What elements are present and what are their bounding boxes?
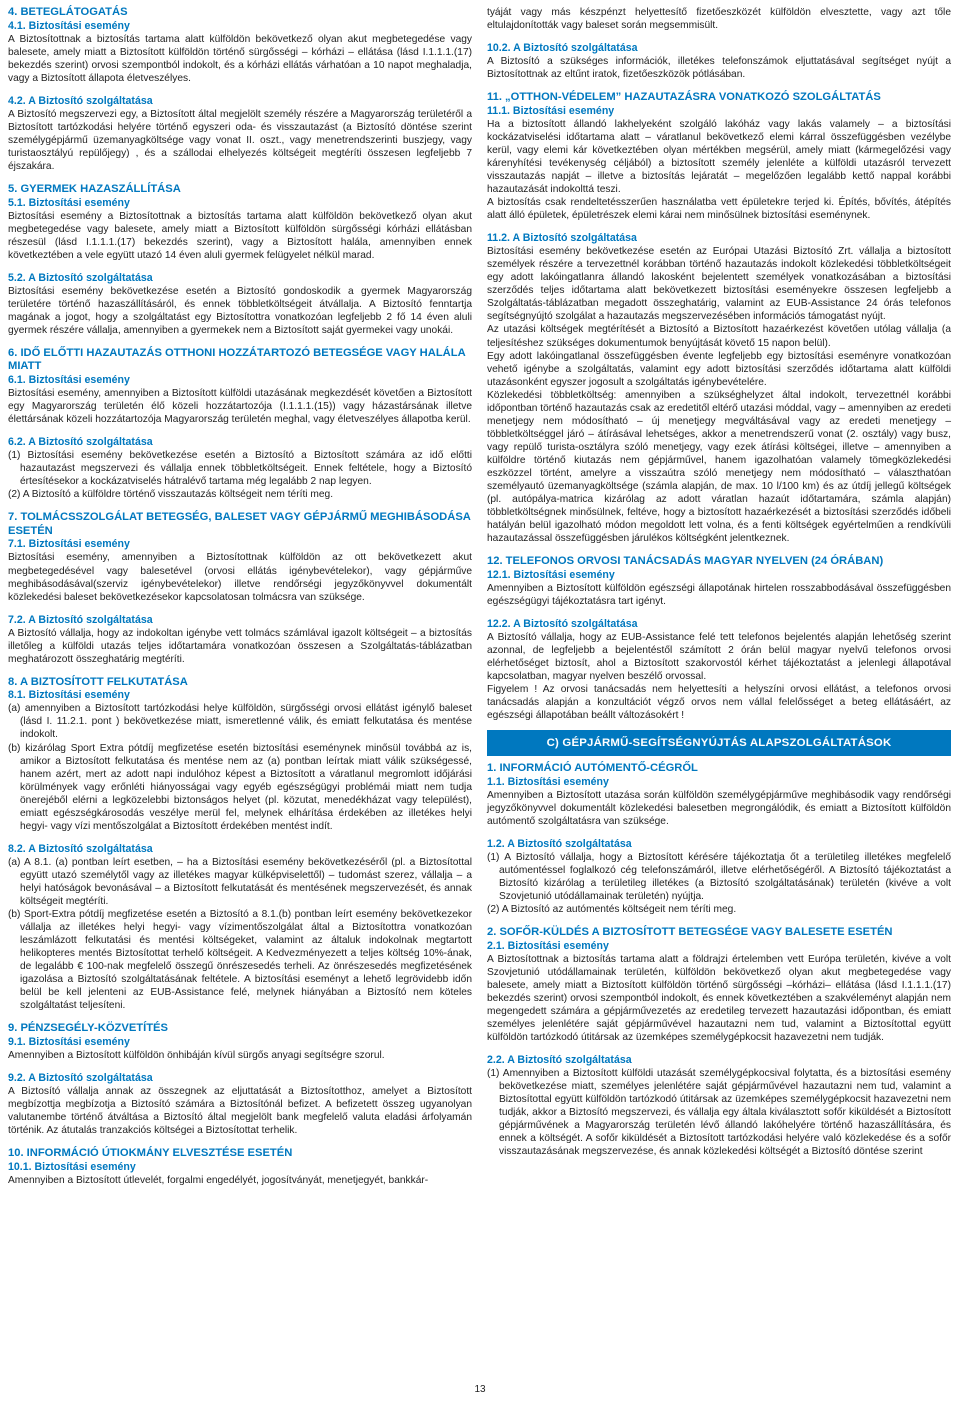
section-gap <box>487 1044 951 1054</box>
section-gap <box>8 85 472 95</box>
section-gap <box>8 666 472 676</box>
body-paragraph: Biztosítási esemény bekövetkezése esetén a Biztosító gondoskodik a gyermek Magyarország területére történő hazaszállításáról, és ennek többletköltségeit átvállalja. A Biztosító fenntartja magának a jogot, hogy a szolgáltatást egy Biztosítottra vonatkozóan legfeljebb 2 fő 14 éven aluli gyermek részére vállalja, amennyiben a gyermekek nem a Biztosított saját gyermekei vagy unokái. <box>8 285 472 336</box>
subsection-heading: 10.1. Biztosítási esemény <box>8 1160 136 1173</box>
body-paragraph: tyáját vagy más készpénzt helyettesítő fizetőeszközét külföldön elvesztette, vagy azt tőle eltulajdonították vagy baleset során megsemmisült. <box>487 7 951 32</box>
section-gap <box>8 1137 472 1147</box>
body-paragraph: Közlekedési többletköltség: amennyiben a szükséghelyzet által indokolt, tervezettnél korábbi időpontban történő hazautazás csak az eredetitől eltérő utazási móddal, vagy – amennyiben az eredeti menetjegy nem módosítható – új menetjegy megváltásával vagy az eredeti menetjegy – többletköltséggel járó – átírásával lehetséges, akkor a menetrendszerű vonat (2. osztály) vagy busz, vagy repülő turista-osztályra szóló menetjegy, vagy ezek átírási költségei, illetve – amennyiben a külföldre történő kiutazás nem gépjárművel, hanem igazolhatóan valamely tömegközlekedési eszközzel történt, amelyre a visszaútra szóló menetjegy nem módosítható – választhatóan személyautó üzemanyagköltsége (számla alapján, de max. 10 l/100 km) és az útdíj jellegű költségek (pl. autópálya-matrica kizárólag az adott váratlan hazaút időtartamára, számla alapján) többletköltségnek minősülnek, feltéve, hogy a biztosított hazaérkezését a biztosítási szerződés időbeli hatályán belül igazolható módon megoldott lett volna, és a fenti költségek egyértelműen a rendkívüli hazautazással összefüggésben járulékos költségként jelentkeznek. <box>487 389 951 545</box>
body-paragraph: (a) amennyiben a Biztosított tartózkodási helye külföldön, sürgősségi orvosi ellátást igénylő baleset (lásd I. 11.2.1. pont ) bekövetkezése miatt, ismeretlenné válik, és emiatt felkutatása és mentése indokolt. <box>8 703 472 741</box>
body-paragraph: Biztosítási esemény bekövetkezése esetén az Európai Utazási Biztosító Zrt. vállalja a biztosított személyek részére a tervezettnél korábban történő hazautazás indokolt közlekedési többletköltségeit egy adott lakóingatlanra állandó lakosként bejelentett személyek vonatkozásában a biztosítási szerződés teljes időtartama alatt bekövetkezett biztosítási eseményekre összesen legfeljebb a Szolgáltatás-táblázatban megadott összeghatárig, valamint az EUB-Assistance 24 órás telefonos segítségnyújtó szolgálat a hazautazás megszervezésében információs támogatást nyújt. <box>487 246 951 323</box>
section-gap <box>487 608 951 618</box>
section-heading: 1. INFORMÁCIÓ AUTÓMENTŐ-CÉGRŐL <box>487 762 698 775</box>
section-gap <box>487 222 951 232</box>
section-gap <box>8 262 472 272</box>
subsection-heading: 6.2. A Biztosító szolgáltatása <box>8 436 153 449</box>
body-paragraph: Az utazási költségek megtérítését a Biztosító a Biztosított hazaérkezést követően utólag vállalja (a teljesítéshez szükséges dokumentumok benyújtását követő 15 napon belül). <box>487 324 951 349</box>
subsection-heading: 5.1. Biztosítási esemény <box>8 196 130 209</box>
body-paragraph: (2) A Biztosító az autómentés költségeit nem téríti meg. <box>487 904 737 916</box>
body-paragraph: A Biztosító a szükséges információk, illetékes telefonszámok eljuttatásával segítséget nyújt a Biztosítottnak az eltűnt iratok, fizetőeszközök pótlásában. <box>487 56 951 81</box>
body-paragraph: Amennyiben a Biztosított külföldön egészségi állapotának hirtelen rosszabbodásával összefüggésben egészségügyi tájékoztatásra tart igényt. <box>487 582 951 607</box>
section-gap <box>487 32 951 42</box>
body-paragraph: A biztosítás csak rendeltetésszerűen használatba vett épületekre terjed ki. Építés, bővítés, átépítés alatt álló épületek, épületrészek elemi kárai nem minősülnek biztosítási eseménynek. <box>487 197 951 222</box>
body-paragraph: (b) Sport-Extra pótdíj megfizetése esetén a Biztosító a 8.1.(b) pontban leírt esemény bekövetkezekor vállalja az illetékes helyi hegyi- vagy vízimentőszolgálat által a Biztosítottra vonatkozóan leszámlázott felkutatási és mentési költségeket, valamint az általuk indokolnak megtartott helikopteres mentés Biztosítottat terhelő költségeit. A Kedvezményezett a teljes költség 10%-ának, de legalább € 100-nak megfelelő összegű önrészesedés terheli. Az önrészesedés megfizetésének igazolása a Biztosító szolgáltatásának feltétele. A biztosítási eseményt a lehető legrövidebb időn belül be kell jelenteni az EUB-Assistance felé, melynek hiányában a Biztosító nem köteles szolgáltatást teljesíteni. <box>8 909 472 1012</box>
section-gap <box>8 501 472 511</box>
subsection-heading: 1.1. Biztosítási esemény <box>487 775 609 788</box>
subsection-heading: 5.2. A Biztosító szolgáltatása <box>8 271 153 284</box>
body-paragraph: (1) Amennyiben a Biztosított külföldi utazását személygépkocsival folytatta, és a biztosítási esemény bekövetkezése miatt, személyes jelenlétére saját gépjárművével hazautazni nem tud, valamint a Biztosítottal együtt külföldön tartózkodó útitársak az üzemképes személygépkocsit hazavezetni nem tudják, akkor a Biztosító megszervezi, és vállalja egy általa kiválasztott sofőr kiküldését a Biztosított gépjárművének a Magyarország területén lévő állandó lakóhelyére történő hazaszállítására, és ennek a költségét. A sofőr kiküldését a Biztosított tartózkodási helyére való közlekedése és a sofőr visszautazásának megszervezése, és annak közlekedési költségét a Biztosító döntése szerint <box>487 1068 951 1158</box>
section-heading: 9. PÉNZSEGÉLY-KÖZVETÍTÉS <box>8 1022 168 1035</box>
subsection-heading: 7.1. Biztosítási esemény <box>8 538 130 551</box>
body-paragraph: Amennyiben a Biztosított utazása során külföldön személygépjárműve meghibásodik vagy rendőrségi jegyzőkönyvvel dokumentált közlekedési balesetben megrongálódik, és emiatt a Biztosított külföldön autómentő szolgáltatásra van szüksége. <box>487 789 951 827</box>
subsection-heading: 7.2. A Biztosító szolgáltatása <box>8 613 153 626</box>
subsection-heading: 2.1. Biztosítási esemény <box>487 939 609 952</box>
body-paragraph: A Biztosítottnak a biztosítás tartama alatt külföldön bekövetkező olyan akut megbetegedése vagy balesete, amely miatt a Biztosított külföldön történő sürgősségi – kórházi – ellátása (lásd I.1.1.1.(17) bekezdés szerint) orvosi szempontból indokolt, és a kórházi ellátás várhatóan a 10 napot meghaladja, vagy a Biztosított állapota életveszélyes. <box>8 33 472 84</box>
body-paragraph: Amennyiben a Biztosított útlevelét, forgalmi engedélyét, jogosítványát, menetjegyét, bankkár- <box>8 1174 429 1186</box>
body-paragraph: A Biztosító vállalja, hogy az EUB-Assistance felé tett telefonos bejelentés alapján lehetőség szerint azonnal, de legfeljebb a bejelentéstől számított 2 órán belül magyar nyelvű telefonos orvosi elérhetőséget biztosít, ahol a Biztosított szakorvostól kérhet tájékoztatást a jelenlegi állapotával kapcsolatban, magyar nyelven beszélő orvossal. <box>487 631 951 683</box>
section-gap <box>8 1062 472 1072</box>
body-paragraph: Biztosítási esemény, amennyiben a Biztosított külföldi utazásának megkezdését követően a Biztosított egy Magyarország területén élő közeli hozzátartozója (I.1.1.1.(15)) vagy házastársának illetve élettársának közeli hozzátartozója Magyarország területén meghal, vagy életveszélyes állapotba kerül. <box>8 388 472 426</box>
section-heading: 6. IDŐ ELŐTTI HAZAUTAZÁS OTTHONI HOZZÁTARTOZÓ BETEGSÉGE VAGY HALÁLA MIATT <box>8 346 466 373</box>
body-paragraph: Egy adott lakóingatlanal összefüggésben évente legfeljebb egy biztosítási eseményre vonatkozóan vehető igénybe a szolgáltatás, valamint egy adott biztosítási szerződés időtartama alatt külföldi utazásonként egyszer jogosult a szolgáltatás igénybevételére. <box>487 350 951 388</box>
body-paragraph: (1) Biztosítási esemény bekövetkezése esetén a Biztosító a Biztosított számára az idő előtti hazautazást megszervezi és vállalja ennek többletköltségeit. Ennek feltétele, hogy a Biztosító értesítésekor a kockázatviselés hátralévő tartama még legalább 2 nap legyen. <box>8 450 472 488</box>
subsection-heading: 10.2. A Biztosító szolgáltatása <box>487 42 638 55</box>
body-paragraph: A Biztosító megszervezi egy, a Biztosított által megjelölt személy részére a Magyarország területéről a Biztosított tartózkodási helyére történő egyszeri oda- és visszautazást (a Biztosító döntése szerint személygépjármű üzemanyagköltsége vagy vonat II. oszt., vagy menetrendszerinti buszjegy, vagy turistaosztályú repülőjegy) , és a szállodai elhelyezés költségeit megtéríti összesen legfeljebb 7 éjszakára. <box>8 108 472 172</box>
subsection-heading: 8.2. A Biztosító szolgáltatása <box>8 842 153 855</box>
subsection-heading: 11.2. A Biztosító szolgáltatása <box>487 232 637 245</box>
body-paragraph: (a) A 8.1. (a) pontban leírt esetben, – ha a Biztosítási esemény bekövetkezéséről (pl. a Biztosítottal együtt utazó személytől vagy az illetékes magyar külképviselettől) – tudomást szerez, vállalja – a helyi hatóságok bevonásával – a Biztosított felkutatását és mentésének megszervezését, és annak költségeit megtéríti. <box>8 856 472 908</box>
section-gap <box>8 337 472 347</box>
section-heading: 11. „OTTHON-VÉDELEM” HAZAUTAZÁSRA VONATKOZÓ SZOLGÁLTATÁS <box>487 91 881 104</box>
subsection-heading: 12.1. Biztosítási esemény <box>487 568 615 581</box>
section-heading: 4. BETEGLÁTOGATÁS <box>8 6 128 18</box>
section-gap <box>487 828 951 838</box>
body-paragraph: Amennyiben a Biztosított külföldön önhibáján kívül sürgős anyagi segítségre szorul. <box>8 1050 385 1061</box>
subsection-heading: 12.2. A Biztosító szolgáltatása <box>487 617 638 630</box>
body-paragraph: Figyelem ! Az orvosi tanácsadás nem helyettesíti a helyszíni orvosi ellátást, a telefonos orvosi tanácsadás alapján a konzultációt végző orvos nem vállal felelősséget a beteg ellátásáért, az egészségi állapotában beállt változásokért ! <box>487 684 951 722</box>
subsection-heading: 4.1. Biztosítási esemény <box>8 19 130 32</box>
section-gap <box>487 916 951 926</box>
section-gap <box>8 604 472 614</box>
left-column <box>8 6 472 1187</box>
subsection-heading: 11.1. Biztosítási esemény <box>487 104 615 117</box>
subsection-heading: 6.1. Biztosítási esemény <box>8 373 130 386</box>
section-heading: 10. INFORMÁCIÓ ÚTIOKMÁNY ELVESZTÉSE ESETÉN <box>8 1147 293 1160</box>
section-gap <box>487 545 951 555</box>
section-heading: 8. A BIZTOSÍTOTT FELKUTATÁSA <box>8 675 188 688</box>
subsection-heading: 9.2. A Biztosító szolgáltatása <box>8 1072 153 1085</box>
body-paragraph: A Biztosító vállalja annak az összegnek az eljuttatását a Biztosítotthoz, amelyet a Biztosított megbízottja megbízotja a Biztosító számára a Biztosítónál befizet. A befizetett összeg ugyanolyan valutanembe történő átváltása a Biztosító által megjelölt bank megfelelő valuta eladási árfolyamán történik. Az átutalás tranzakciós költségei a Biztosítottat terhelik. <box>8 1086 472 1137</box>
section-gap <box>487 81 951 91</box>
page-number: 13 <box>474 1384 486 1395</box>
section-heading: 2. SOFŐR-KÜLDÉS A BIZTOSÍTOTT BETEGSÉGE VAGY BALESETE ESETÉN <box>487 926 893 939</box>
body-paragraph: Biztosítási esemény, amennyiben a Biztosítottnak külföldön az ott bekövetkezett akut megbetegedésével vagy balesetével (orvosi ellátás igénybevételekor), vagy gépjárműve meghibásodásával(szerviz igénybevételekor) illetve rendőrségi jegyzőkönyvvel dokumentált közlekedési baleset bekövetkezésekor kapcsolatosan tolmácsra van szüksége. <box>8 552 472 603</box>
body-paragraph: Biztosítási esemény a Biztosítottnak a biztosítás tartama alatt külföldön bekövetkező olyan akut megbetegedése vagy balesete, amely miatt a Biztosított külföldön sürgősségi kórházi ellátásban részesül (lásd I.1.1.1.(17) bekezdés szerint), vagy a Biztosított halála, amennyiben ennek következtében a vele együtt utazó 14 éven aluli gyermek felügyelet nélkül marad. <box>8 210 472 261</box>
body-paragraph: (1) A Biztosító vállalja, hogy a Biztosított kérésére tájékoztatja őt a területileg illetékes megfelelő autómentéssel foglalkozó cég telefonszámáról, illetve elérhetőségéről. A Biztosító tájékoztatást a Biztosító kizárólag a területileg illetékes (a Biztosító szolgáltatásának) területén (kivéve a volt Szovjetunió utódállamainak területén) nyújtja. <box>487 852 951 903</box>
subsection-heading: 4.2. A Biztosító szolgáltatása <box>8 94 153 107</box>
chapter-banner: C) GÉPJÁRMŰ-SEGÍTSÉGNYÚJTÁS ALAPSZOLGÁLTATÁSOK <box>487 730 951 756</box>
section-gap <box>8 426 472 436</box>
body-paragraph: A Biztosító vállalja, hogy az indokoltan igénybe vett tolmács számlával igazolt költségeit – a biztosítás illetőleg a külföldi utazás teljes időtartamára vonatkozóan összesen a Szolgáltatás-táblázatban meghatározott összeghatárig megtéríti. <box>8 627 472 665</box>
section-heading: 12. TELEFONOS ORVOSI TANÁCSADÁS MAGYAR NYELVEN (24 ÓRÁBAN) <box>487 555 884 568</box>
section-heading: 5. GYERMEK HAZASZÁLLÍTÁSA <box>8 183 181 196</box>
subsection-heading: 1.2. A Biztosító szolgáltatása <box>487 837 632 850</box>
body-paragraph: Ha a biztosított állandó lakhelyeként szolgáló lakóház vagy lakás valamely – a biztosítási kockázatviselési időtartama alatt – váratlanul bekövetkező elemi kárral összefüggésben vezélybe kerül, vagy elemi kár következtében olyan mértékben megsérül, amely miatt (kármegelőzési vagy kárenyhítési tevékenység céljából) a biztosított személy jelenléte a külföldi utazásról tervezett visszautazás napját – illetve a biztosítás lejáratát – megelőzően legalább kettő nappal korábbi hazautazását indokolttá teszi. <box>487 118 951 196</box>
section-gap <box>8 1012 472 1022</box>
subsection-heading: 2.2. A Biztosító szolgáltatása <box>487 1054 632 1067</box>
body-paragraph: (b) kizárólag Sport Extra pótdíj megfizetése esetén biztosítási eseménynek minősül továbbá az is, amikor a Biztosított felkutatása és mentése nem az (a) pontban leírtak miatt válik szükségessé, hanem azért, mert az adott napi indulóhoz képest a Biztosított a váratlanul megromlott időjárási körülmények vagy erőnléti hiányosságai vagy egyéb egészségügyi problémái miatt nem tudja önerejéből elérni a legközelebbi biztonságos helyet (pl. közutat, menedékházat vagy települést), emiatt egészségkárosodás veszélye merül fel, melynek elhárítása érdekében az illetékes helyi hegyi- vagy vízi mentőszolgálat a Biztosított érdekében mentést indít. <box>8 742 472 832</box>
subsection-heading: 9.1. Biztosítási esemény <box>8 1035 130 1048</box>
body-paragraph: A Biztosítottnak a biztosítás tartama alatt a földrajzi értelemben vett Európa területén, kivéve a volt Szovjetunió utódállamainak területén, külföldön bekövetkező olyan akut megbetegedése vagy balesete, amely miatt a Biztosított külföldön történő sürgősségi –kórházi– ellátása (lásd I.1.1.1.(17) bekezdés szerint) orvosi szempontból indokolt, és ennek következtében a szakvéleményt alapján nem megengedett számára a gépjárművezetés az eredetileg tervezett hazautazási időpontban, és emiatt személyes jelenlétére saját gépjárművével hazautazni nem tud, valamint a Biztosítottal együtt külföldön tartózkodó útitársak az üzemképes személygépkocsit hazavezetni nem tudják. <box>487 953 951 1044</box>
section-gap <box>8 833 472 843</box>
section-heading: 7. TOLMÁCSSZOLGÁLAT BETEGSÉG, BALESET VAGY GÉPJÁRMŰ MEGHIBÁSODÁSA ESETÉN <box>8 511 471 537</box>
right-column <box>487 6 951 1159</box>
subsection-heading: 8.1. Biztosítási esemény <box>8 689 130 702</box>
body-paragraph: (2) A Biztosító a külföldre történő visszautazás költségeit nem téríti meg. <box>8 489 334 501</box>
section-gap <box>8 173 472 183</box>
